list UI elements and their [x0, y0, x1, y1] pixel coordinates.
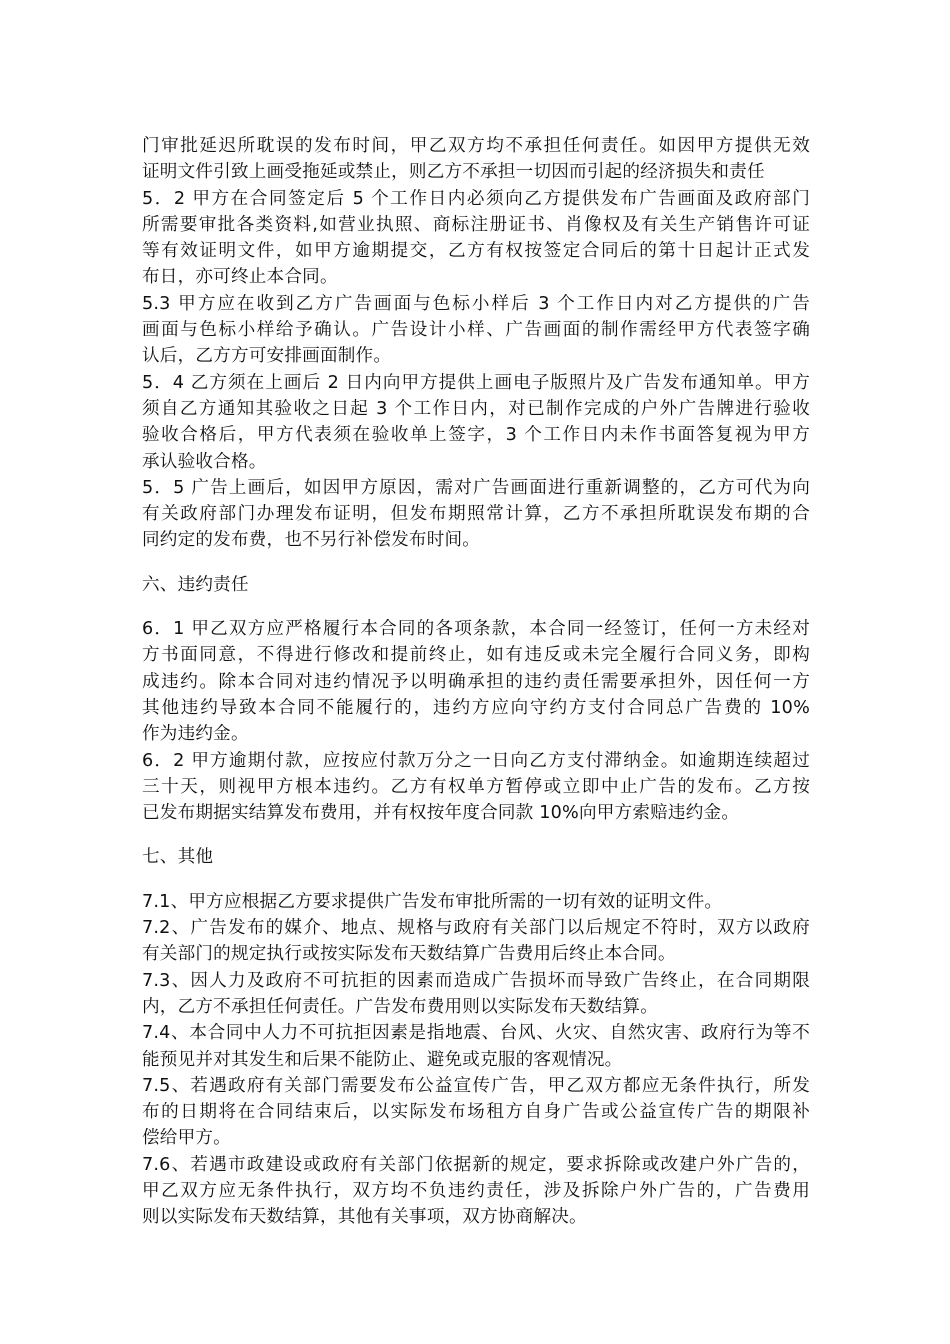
- clause-paragraph: [142, 475, 810, 554]
- clause-paragraph: [142, 1073, 810, 1152]
- clause-paragraph: [142, 915, 810, 968]
- text-line: 7.1、甲方应根据乙方要求提供广告发布审批所需的一切有效的证明文件。: [142, 891, 723, 912]
- text-line: 6．1 甲乙双方应严格履行本合同的各项条款，本合同一经签订，任何一方未经对: [142, 619, 810, 640]
- text-line: 作为违约金。: [142, 724, 249, 745]
- text-line: 偿给甲方。: [142, 1128, 231, 1149]
- text-line: 甲乙双方应无条件执行，双方均不负违约责任，涉及拆除户外广告的，广告费用: [142, 1180, 810, 1201]
- text-line: 认后，乙方方可安排画面制作。: [142, 346, 392, 367]
- text-line: 7.4、本合同中人力不可抗拒因素是指地震、台风、火灾、自然灾害、政府行为等不: [142, 1023, 810, 1044]
- text-line: 证明文件引致上画受拖延或禁止，则乙方不承担一切因而引起的经济损失和责任: [142, 162, 765, 183]
- section-gap: [142, 554, 810, 572]
- section-gap: [142, 598, 810, 616]
- clause-paragraph: [142, 370, 810, 475]
- clause-paragraph: [142, 133, 810, 186]
- text-line: 画面与色标小样给予确认。广告设计小样、广告画面的制作需经甲方代表签字确: [142, 320, 810, 341]
- section-gap: [142, 826, 810, 844]
- clause-paragraph: [142, 616, 810, 747]
- clause-paragraph: [142, 1020, 810, 1073]
- text-line: 三十天，则视甲方根本违约。乙方有权单方暂停或立即中止广告的发布。乙方按: [142, 776, 810, 797]
- text-line: 5.3 甲方应在收到乙方广告画面与色标小样后 3 个工作日内对乙方提供的广告: [142, 293, 810, 314]
- text-line: 承认验收合格。: [142, 451, 267, 472]
- text-line: 其他违约导致本合同不能履行的，违约方应向守约方支付合同总广告费的 10%: [142, 697, 810, 718]
- text-line: 则以实际发布天数结算，其他有关事项，双方协商解决。: [142, 1207, 587, 1228]
- section-gap: [142, 871, 810, 889]
- text-line: 有关部门的规定执行或按实际发布天数结算广告费用后终止本合同。: [142, 944, 676, 965]
- clause-paragraph: [142, 291, 810, 370]
- text-line: 方书面同意，不得进行修改和提前终止，如有违反或未完全履行合同义务，即构: [142, 645, 810, 666]
- text-line: 有关政府部门办理发布证明，但发布期照常计算，乙方不承担所耽误发布期的合: [142, 504, 810, 525]
- clause-paragraph: [142, 186, 810, 291]
- document-page: [142, 133, 810, 1231]
- text-line: 7.2、广告发布的媒介、地点、规格与政府有关部门以后规定不符时，双方以政府: [142, 918, 810, 939]
- text-line: 能预见并对其发生和后果不能防止、避免或克服的客观情况。: [142, 1049, 623, 1070]
- text-line: 5．5 广告上画后，如因甲方原因，需对广告画面进行重新调整的，乙方可代为向: [142, 477, 810, 498]
- clause-paragraph: [142, 1152, 810, 1231]
- text-line: 布的日期将在合同结束后，以实际发布场租方自身广告或公益宣传广告的期限补: [142, 1102, 810, 1123]
- text-line: 5．4 乙方须在上画后 2 日内向甲方提供上画电子版照片及广告发布通知单。甲方: [142, 372, 810, 393]
- section-heading: 六、违约责任: [142, 574, 249, 595]
- text-line: 门审批延迟所耽误的发布时间，甲乙双方均不承担任何责任。如因甲方提供无效: [142, 136, 810, 156]
- clause-paragraph: [142, 889, 810, 915]
- clause-paragraph: [142, 968, 810, 1021]
- section-heading: 七、其他: [142, 847, 214, 868]
- text-line: 验收合格后，甲方代表须在验收单上签字，3 个工作日内未作书面答复视为甲方: [142, 425, 810, 446]
- text-line: 5．2 甲方在合同签定后 5 个工作日内必须向乙方提供发布广告画面及政府部门: [142, 188, 810, 209]
- text-line: 6．2 甲方逾期付款，应按应付款万分之一日向乙方支付滞纳金。如逾期连续超过: [142, 750, 810, 771]
- text-line: 7.3、因人力及政府不可抗拒的因素而造成广告损坏而导致广告终止，在合同期限: [142, 970, 810, 991]
- text-line: 成违约。除本合同对违约情况予以明确承担的违约责任需要承担外，因任何一方: [142, 671, 810, 692]
- text-line: 须自乙方通知其验收之日起 3 个工作日内，对已制作完成的户外广告牌进行验收: [142, 398, 810, 419]
- text-line: 内，乙方不承担任何责任。广告发布费用则以实际发布天数结算。: [142, 996, 659, 1017]
- text-line: 布日，亦可终止本合同。: [142, 267, 338, 288]
- text-line: 7.6、若遇市政建设或政府有关部门依据新的规定，要求拆除或改建户外广告的，: [142, 1154, 810, 1175]
- clause-paragraph: [142, 748, 810, 827]
- text-line: 所需要审批各类资料,如营业执照、商标注册证书、肖像权及有关生产销售许可证: [142, 214, 810, 235]
- text-line: 已发布期据实结算发布费用，并有权按年度合同款 10%向甲方索赔违约金。: [142, 803, 740, 824]
- text-line: 同约定的发布费，也不另行补偿发布时间。: [142, 530, 481, 551]
- text-line: 7.5、若遇政府有关部门需要发布公益宣传广告，甲乙双方都应无条件执行，所发: [142, 1075, 810, 1096]
- text-line: 等有效证明文件，如甲方逾期提交，乙方有权按签定合同后的第十日起计正式发: [142, 241, 810, 262]
